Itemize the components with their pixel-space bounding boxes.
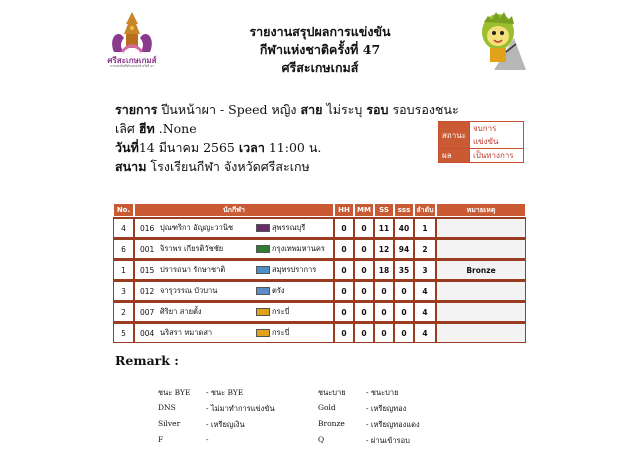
cell-no: 2: [113, 301, 134, 322]
type-label: สาย: [300, 102, 323, 117]
event-label: รายการ: [115, 102, 158, 117]
col-sss: sss: [394, 203, 414, 217]
heat-value: .None: [158, 121, 197, 136]
round-label: รอบ: [366, 102, 389, 117]
cell-no: 5: [113, 322, 134, 343]
legend-value: - ไม่มาทำการแข่งขัน: [206, 404, 275, 413]
venue-label: สนาม: [115, 159, 147, 174]
cell-sss: 40: [394, 217, 414, 238]
col-mm: MM: [354, 203, 374, 217]
athlete-bib: 016: [140, 223, 155, 233]
logo-subtext: การแข่งขันกีฬาแห่งชาติ ครั้งที่ 47: [109, 64, 155, 68]
table-row: [113, 238, 526, 259]
col-no: No.: [113, 203, 134, 217]
table-header-row: [113, 203, 526, 217]
province-flag-icon: [256, 245, 270, 253]
cell-mm: 0: [354, 259, 374, 280]
athlete-bib: 004: [140, 328, 155, 338]
type-value: ไม่ระบุ: [326, 102, 363, 117]
cell-ss: 0: [374, 280, 394, 301]
cell-no: 3: [113, 280, 134, 301]
table-row: [113, 322, 526, 343]
mascot-image: [474, 8, 526, 70]
cell-rank: 4: [414, 322, 436, 343]
report-title: รายงานสรุปผลการแข่งขัน: [249, 24, 391, 39]
cell-rank: 4: [414, 301, 436, 322]
cell-hh: 0: [334, 322, 354, 343]
col-rank: ลำดับ: [414, 203, 436, 217]
athlete-name: ปรารถนา รักษาชาติ: [160, 265, 226, 274]
legend-key: Bronze: [318, 419, 345, 428]
logo-text: ศรีสะเกษเกมส์: [107, 56, 157, 65]
col-ss: SS: [374, 203, 394, 217]
province-flag-icon: [256, 329, 270, 337]
venue-value: โรงเรียนกีฬา จังหวัดศรีสะเกษ: [150, 159, 310, 174]
province-flag-icon: [256, 266, 270, 274]
status-value: จบการแข่งขัน: [469, 122, 523, 149]
time-label: เวลา: [238, 140, 265, 155]
cell-sss: 35: [394, 259, 414, 280]
cell-note: [436, 301, 526, 322]
date-label: วันที่: [115, 140, 139, 155]
athlete-bib: 007: [140, 307, 155, 317]
round-value-continued: เลิศ: [115, 121, 135, 136]
legend-value: - เหรียญทอง: [366, 404, 407, 413]
athlete-province: สุพรรณบุรี: [272, 223, 306, 232]
athlete-bib: 015: [140, 265, 155, 275]
legend-value: - เหรียญเงิน: [206, 420, 245, 429]
athlete-bib: 001: [140, 244, 155, 254]
col-athlete: นักกีฬา: [134, 203, 334, 217]
athlete-province: กระบี่: [272, 307, 290, 316]
results-table: [113, 203, 526, 343]
cell-note: [436, 280, 526, 301]
status-box: [438, 121, 524, 163]
table-row: [113, 301, 526, 322]
cell-sss: 94: [394, 238, 414, 259]
cell-mm: 0: [354, 238, 374, 259]
cell-sss: 0: [394, 280, 414, 301]
cell-no: 4: [113, 217, 134, 238]
athlete-province: ตรัง: [272, 286, 285, 295]
cell-note: [436, 322, 526, 343]
heat-label: ฮีท: [138, 121, 155, 136]
cell-rank: 1: [414, 217, 436, 238]
athlete-bib: 012: [140, 286, 155, 296]
cell-ss: 0: [374, 322, 394, 343]
games-name: ศรีสะเกษเกมส์: [281, 60, 359, 75]
cell-rank: 3: [414, 259, 436, 280]
cell-note: [436, 238, 526, 259]
cell-rank: 4: [414, 280, 436, 301]
legend-value: - ชนะบาย: [366, 388, 399, 397]
legend-key: Q: [318, 435, 325, 444]
cell-sss: 0: [394, 301, 414, 322]
cell-hh: 0: [334, 301, 354, 322]
cell-ss: 0: [374, 301, 394, 322]
athlete-name: ปุณฑริกา อัญญะวานิช: [160, 223, 234, 232]
cell-athlete: [134, 322, 334, 343]
status-label: สถานะ: [439, 122, 470, 149]
athlete-province: กรุงเทพมหานคร: [272, 244, 325, 253]
col-hh: HH: [334, 203, 354, 217]
province-flag-icon: [256, 287, 270, 295]
legend-value: - ผ่านเข้ารอบ: [366, 436, 410, 445]
cell-hh: 0: [334, 217, 354, 238]
athlete-province: กระบี่: [272, 328, 290, 337]
athlete-name: นริสรา หมาดสา: [160, 328, 213, 337]
legend-key: Silver: [158, 419, 181, 428]
games-logo: [100, 8, 164, 70]
remark-title: Remark :: [115, 353, 179, 368]
legend-value: - เหรียญทองแดง: [366, 420, 420, 429]
venue-line: [115, 158, 310, 176]
athlete-province: สมุทรปราการ: [272, 265, 317, 274]
time-value: 11:00 น.: [268, 140, 322, 155]
cell-mm: 0: [354, 301, 374, 322]
table-row: [113, 259, 526, 280]
table-row: [113, 217, 526, 238]
legend-value: - ชนะ BYE: [206, 388, 244, 397]
table-row: [113, 280, 526, 301]
cell-no: 1: [113, 259, 134, 280]
legend-key: Gold: [318, 403, 336, 412]
legend-value: -: [206, 435, 209, 444]
legend-key: ชนะบาย: [318, 388, 346, 397]
cell-athlete: [134, 217, 334, 238]
games-title: กีฬาแห่งชาติครั้งที่ 47: [259, 42, 381, 57]
cell-hh: 0: [334, 280, 354, 301]
cell-mm: 0: [354, 280, 374, 301]
cell-athlete: [134, 238, 334, 259]
cell-hh: 0: [334, 238, 354, 259]
legend-key: F: [158, 435, 164, 444]
date-line: [115, 139, 321, 157]
cell-rank: 2: [414, 238, 436, 259]
cell-note: [436, 217, 526, 238]
cell-athlete: [134, 301, 334, 322]
cell-mm: 0: [354, 322, 374, 343]
athlete-name: จิราพร เกียรติวัชชัย: [160, 244, 224, 253]
cell-hh: 0: [334, 259, 354, 280]
cell-no: 6: [113, 238, 134, 259]
legend-key: DNS: [158, 403, 176, 412]
cell-ss: 12: [374, 238, 394, 259]
athlete-name: ศิริยา สายตั้ง: [160, 307, 202, 316]
heat-line: [115, 120, 197, 138]
province-flag-icon: [256, 224, 270, 232]
date-value: 14 มีนาคม 2565: [138, 140, 235, 155]
cell-athlete: [134, 259, 334, 280]
round-value: รอบรองชนะ: [392, 102, 459, 117]
province-flag-icon: [256, 308, 270, 316]
cell-mm: 0: [354, 217, 374, 238]
legend-key: ชนะ BYE: [158, 388, 191, 397]
event-line: [115, 101, 459, 119]
col-note: หมายเหตุ: [436, 203, 526, 217]
athlete-name: จารุวรรณ บัวบาน: [160, 286, 218, 295]
cell-athlete: [134, 280, 334, 301]
event-value: ปีนหน้าผา - Speed หญิง: [161, 102, 297, 117]
result-label: ผล: [439, 149, 470, 163]
cell-ss: 18: [374, 259, 394, 280]
cell-ss: 11: [374, 217, 394, 238]
cell-sss: 0: [394, 322, 414, 343]
cell-note: Bronze: [436, 259, 526, 280]
result-value: เป็นทางการ: [469, 149, 523, 163]
